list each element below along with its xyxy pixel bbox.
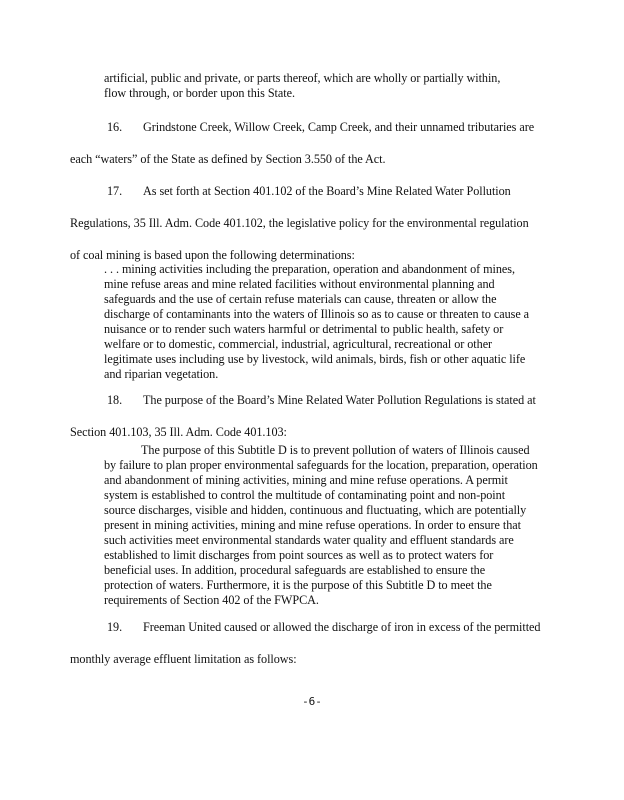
paragraph-text: Grindstone Creek, Willow Creek, Camp Creek, and their unnamed tributaries are bbox=[143, 120, 535, 134]
block-quote-line: and riparian vegetation. bbox=[104, 367, 219, 381]
block-quote-line: The purpose of this Subtitle D is to prevent pollution of waters of Illinois caused bbox=[141, 443, 530, 457]
paragraph-text: As set forth at Section 401.102 of the Board’s Mine Related Water Pollution bbox=[143, 184, 511, 198]
paragraph-number: 18. bbox=[107, 393, 123, 407]
block-quote-line: requirements of Section 402 of the FWPCA. bbox=[104, 593, 319, 607]
paragraph-text: Regulations, 35 Ill. Adm. Code 401.102, the legislative policy for the environmental regulation bbox=[70, 216, 529, 230]
block-quote-line: legitimate uses including use by livestock, wild animals, birds, fish or other aquatic life bbox=[104, 352, 526, 366]
block-quote-line: welfare or to domestic, commercial, industrial, agricultural, recreational or other bbox=[104, 337, 493, 351]
block-quote-line: source discharges, visible and hidden, continuous and fluctuating, which are potentially bbox=[104, 503, 527, 517]
block-quote-line: established to limit discharges from point sources as well as to protect waters for bbox=[104, 548, 494, 562]
paragraph-number: 16. bbox=[107, 120, 123, 134]
paragraph-text: monthly average effluent limitation as follows: bbox=[70, 652, 297, 666]
continued-quote-line: artificial, public and private, or parts thereof, which are wholly or partially within, bbox=[104, 71, 501, 85]
page-number: -6- bbox=[302, 695, 322, 708]
block-quote-line: beneficial uses. In addition, procedural safeguards are established to ensure the bbox=[104, 563, 486, 577]
paragraph-text: each “waters” of the State as defined by Section 3.550 of the Act. bbox=[70, 152, 386, 166]
paragraph-number: 19. bbox=[107, 620, 123, 634]
paragraph-text: Freeman United caused or allowed the discharge of iron in excess of the permitted bbox=[143, 620, 541, 634]
block-quote-line: . . . mining activities including the preparation, operation and abandonment of mines, bbox=[104, 262, 515, 276]
block-quote-line: discharge of contaminants into the waters of Illinois so as to cause or threaten to cause a bbox=[104, 307, 530, 321]
block-quote-line: safeguards and the use of certain refuse materials can cause, threaten or allow the bbox=[104, 292, 497, 306]
block-quote-line: present in mining activities, mining and mine refuse operations. In order to ensure that bbox=[104, 518, 521, 532]
paragraph-text: of coal mining is based upon the following determinations: bbox=[70, 248, 355, 262]
paragraph-text: The purpose of the Board’s Mine Related Water Pollution Regulations is stated at bbox=[143, 393, 536, 407]
block-quote-line: and abandonment of mining activities, mining and mine refuse operations. A permit bbox=[104, 473, 508, 487]
continued-quote-line: flow through, or border upon this State. bbox=[104, 86, 295, 100]
block-quote-line: such activities meet environmental standards water quality and effluent standards are bbox=[104, 533, 514, 547]
paragraph-number: 17. bbox=[107, 184, 123, 198]
block-quote-line: protection of waters. Furthermore, it is the purpose of this Subtitle D to meet the bbox=[104, 578, 492, 592]
block-quote-line: nuisance or to render such waters harmful or detrimental to public health, safety or bbox=[104, 322, 504, 336]
block-quote-line: by failure to plan proper environmental safeguards for the location, preparation, operation bbox=[104, 458, 538, 472]
block-quote-line: mine refuse areas and mine related facilities without environmental planning and bbox=[104, 277, 495, 291]
paragraph-text: Section 401.103, 35 Ill. Adm. Code 401.103: bbox=[70, 425, 287, 439]
block-quote-line: system is established to control the multitude of contaminating point and non-point bbox=[104, 488, 506, 502]
